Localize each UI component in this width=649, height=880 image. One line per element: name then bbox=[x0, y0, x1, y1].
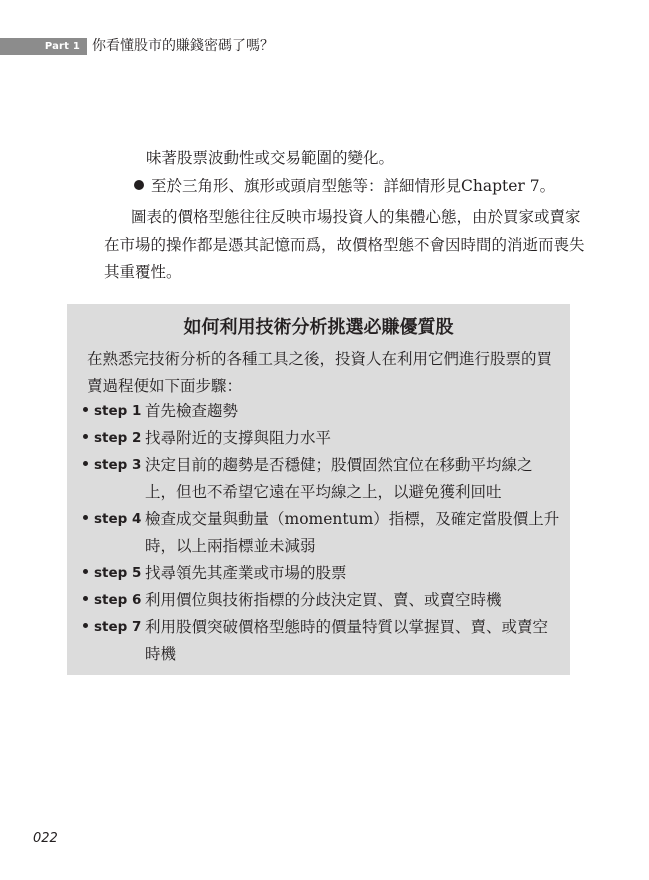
step-text: 檢查成交量與動量（momentum）指標，及確定當股價上升 bbox=[145, 510, 560, 528]
step-label: step 2 bbox=[83, 428, 141, 448]
box-title: 如何利用技術分析挑選必賺優質股 bbox=[183, 317, 454, 338]
step-item bbox=[67, 617, 570, 637]
bullet-icon bbox=[83, 434, 88, 439]
tip-box bbox=[67, 304, 570, 675]
box-intro-line: 在熟悉完技術分析的各種工具之後，投資人在利用它們進行股票的買 bbox=[87, 350, 553, 368]
running-header bbox=[0, 38, 649, 55]
bullet-icon bbox=[83, 623, 88, 628]
step-text: 利用價位與技術指標的分歧決定買、賣、或賣空時機 bbox=[145, 591, 502, 609]
bullet-icon bbox=[83, 569, 88, 574]
bullet-text: 至於三角形、旗形或頭肩型態等：詳細情形見Chapter 7。 bbox=[151, 177, 556, 195]
part-tab bbox=[0, 38, 87, 55]
step-label: step 6 bbox=[83, 590, 141, 610]
step-text: 決定目前的趨勢是否穩健；股價固然宜位在移動平均線之 bbox=[145, 456, 533, 474]
box-intro-line: 賣過程便如下面步驟： bbox=[87, 377, 243, 395]
step-text: 找尋領先其產業或市場的股票 bbox=[145, 564, 347, 582]
step-item bbox=[67, 455, 570, 475]
step-label: step 7 bbox=[83, 617, 141, 637]
step-item bbox=[67, 563, 570, 583]
paragraph-line: 在市場的操作都是憑其記憶而爲，故價格型態不會因時間的消逝而喪失 bbox=[104, 236, 585, 254]
chapter-title: 你看懂股市的賺錢密碼了嗎？ bbox=[92, 38, 274, 54]
step-item bbox=[67, 428, 570, 448]
bullet-icon bbox=[83, 596, 88, 601]
step-item bbox=[67, 401, 570, 421]
step-text: 利用股價突破價格型態時的價量特質以掌握買、賣、或賣空 bbox=[145, 618, 549, 636]
step-label: step 4 bbox=[83, 509, 141, 529]
step-text-continued: 時機 bbox=[145, 645, 177, 663]
bullet-icon bbox=[134, 180, 144, 190]
page-number: 022 bbox=[33, 831, 58, 846]
bullet-icon bbox=[83, 461, 88, 466]
step-label: step 1 bbox=[83, 401, 141, 421]
bullet-icon bbox=[83, 407, 88, 412]
step-text: 找尋附近的支撐與阻力水平 bbox=[145, 429, 332, 447]
step-item bbox=[67, 509, 570, 529]
body-line: 味著股票波動性或交易範圍的變化。 bbox=[146, 149, 395, 167]
part-label: Part 1 bbox=[44, 41, 80, 52]
paragraph-line: 圖表的價格型態往往反映市場投資人的集體心態，由於買家或賣家 bbox=[131, 208, 581, 226]
bullet-item bbox=[134, 176, 555, 196]
step-text-continued: 上，但也不希望它遠在平均線之上，以避免獲利回吐 bbox=[145, 483, 502, 501]
paragraph-line: 其重覆性。 bbox=[104, 263, 182, 281]
step-text: 首先檢查趨勢 bbox=[145, 402, 239, 420]
step-text-continued: 時，以上兩指標並未減弱 bbox=[145, 537, 316, 555]
step-label: step 3 bbox=[83, 455, 141, 475]
step-label: step 5 bbox=[83, 563, 141, 583]
step-item bbox=[67, 590, 570, 610]
bullet-icon bbox=[83, 515, 88, 520]
